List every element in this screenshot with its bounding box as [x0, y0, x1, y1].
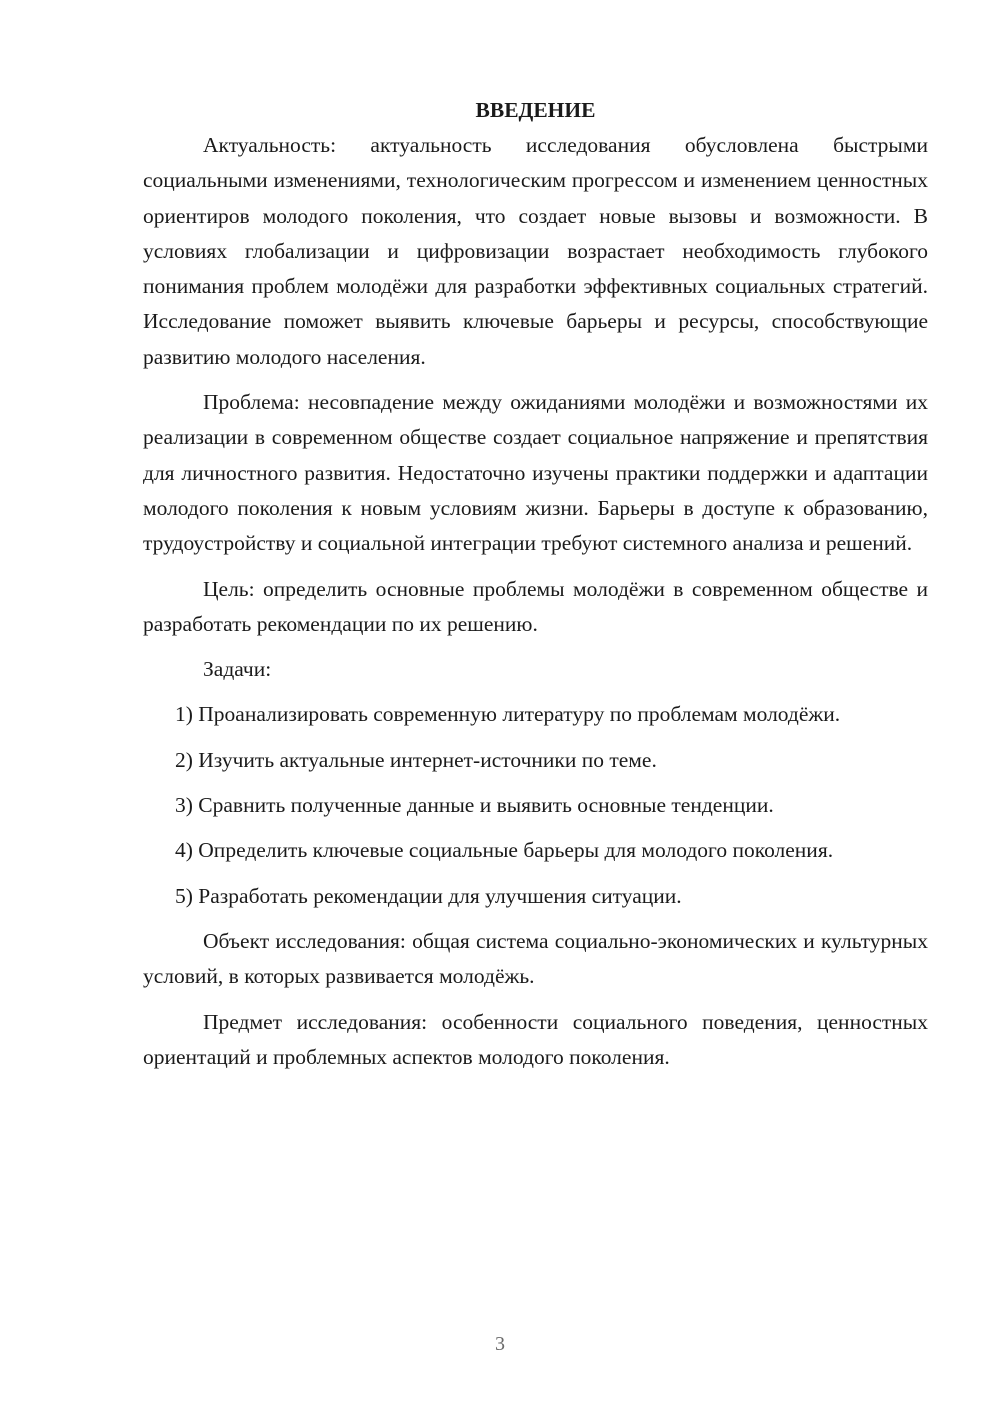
task-item-2: 2) Изучить актуальные интернет-источники по теме. — [175, 747, 657, 772]
page-heading: ВВЕДЕНИЕ — [475, 98, 596, 122]
paragraph-goal: Цель: определить основные проблемы молодёжи в современном обществе и разработать рекомендации по их решению. — [143, 576, 928, 636]
paragraph-subject: Предмет исследования: особенности социального поведения, ценностных ориентаций и проблемных аспектов молодого поколения. — [143, 1009, 928, 1069]
paragraph-actuality: Актуальность: актуальность исследования обусловлена быстрыми социальными изменениями, технологическим прогрессом и изменением ценностных ориентиров молодого поколения, что создает новые вызовы и возможности. В условиях глобализации и цифровизации возрастает необходимость глубокого понимания проблем молодёжи для разработки эффективных социальных стратегий. Исследование поможет выявить ключевые барьеры и ресурсы, способствующие развитию молодого населения. — [143, 133, 928, 369]
paragraph-object: Объект исследования: общая система социально-экономических и культурных условий, в которых развивается молодёжь. — [143, 928, 928, 989]
page-content — [143, 93, 928, 1075]
page-number: 3 — [495, 1333, 505, 1355]
task-item-5: 5) Разработать рекомендации для улучшения ситуации. — [175, 883, 682, 908]
paragraph-problem: Проблема: несовпадение между ожиданиями молодёжи и возможностями их реализации в современном обществе создает социальное напряжение и препятствия для личностного развития. Недостаточно изучены практики поддержки и адаптации молодого поколения к новым условиям жизни. Барьеры в доступе к образованию, трудоустройству и социальной интеграции требуют системного анализа и решений. — [143, 390, 928, 556]
task-item-1: 1) Проанализировать современную литературу по проблемам молодёжи. — [175, 702, 841, 727]
tasks-label: Задачи: — [203, 657, 272, 682]
task-item-4: 4) Определить ключевые социальные барьеры для молодого поколения. — [175, 838, 834, 863]
task-item-3: 3) Сравнить полученные данные и выявить основные тенденции. — [175, 793, 774, 818]
